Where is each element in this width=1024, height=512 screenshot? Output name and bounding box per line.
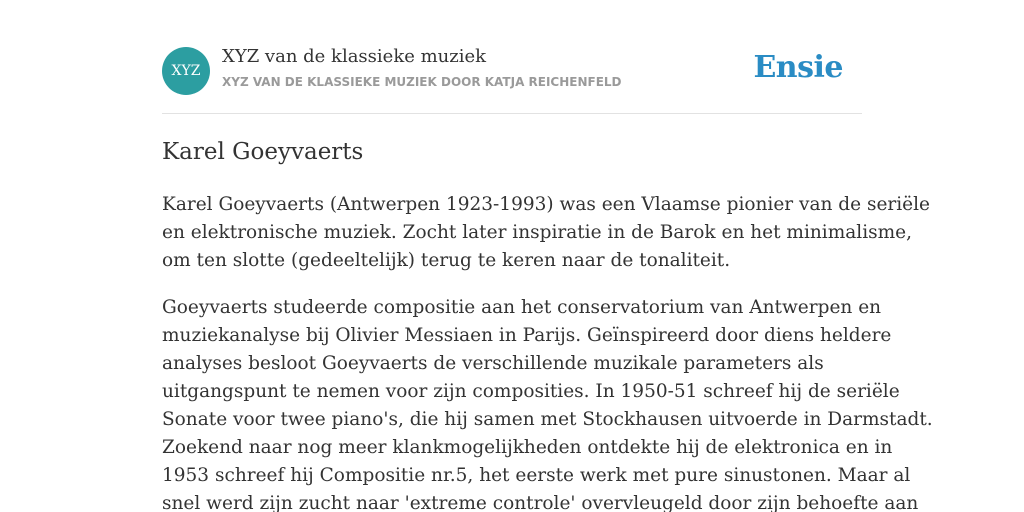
header bbox=[162, 46, 862, 96]
article-heading: Karel Goeyvaerts bbox=[162, 139, 364, 165]
paragraph-line: analyses besloot Goeyvaerts de verschillende muzikale parameters als bbox=[162, 353, 824, 374]
article bbox=[162, 136, 933, 512]
article-paragraph-2 bbox=[162, 294, 933, 512]
paragraph-line: Goeyvaerts studeerde compositie aan het conservatorium van Antwerpen en bbox=[162, 297, 882, 318]
paragraph-line: 1953 schreef hij Compositie nr.5, het eerste werk met pure sinustonen. Maar al bbox=[162, 465, 911, 486]
paragraph-line: snel werd zijn zucht naar 'extreme controle' overvleugeld door zijn behoefte aan bbox=[162, 493, 919, 512]
paragraph-line: Zoekend naar nog meer klankmogelijkheden ontdekte hij de elektronica en in bbox=[162, 437, 893, 458]
dictionary-subtitle[interactable]: XYZ VAN DE KLASSIEKE MUZIEK DOOR KATJA REICHENFELD bbox=[222, 75, 622, 89]
paragraph-line: uitgangspunt te nemen voor zijn composities. In 1950-51 schreef hij de seriële bbox=[162, 381, 900, 402]
dictionary-title[interactable]: XYZ van de klassieke muziek bbox=[222, 46, 487, 67]
paragraph-line: om ten slotte (gedeeltelijk) terug te keren naar de tonaliteit. bbox=[162, 250, 731, 271]
ensie-logo[interactable]: Ensie bbox=[753, 50, 843, 85]
article-paragraph-1 bbox=[162, 191, 930, 275]
avatar[interactable]: XYZ bbox=[162, 47, 210, 95]
header-divider bbox=[162, 113, 862, 114]
paragraph-line: en elektronische muziek. Zocht later inspiratie in de Barok en het minimalisme, bbox=[162, 222, 912, 243]
paragraph-line: Karel Goeyvaerts (Antwerpen 1923-1993) was een Vlaamse pionier van de seriële bbox=[162, 194, 930, 215]
paragraph-line: Sonate voor twee piano's, die hij samen met Stockhausen uitvoerde in Darmstadt. bbox=[162, 409, 933, 430]
paragraph-line: muziekanalyse bij Olivier Messiaen in Parijs. Geïnspireerd door diens heldere bbox=[162, 325, 892, 346]
